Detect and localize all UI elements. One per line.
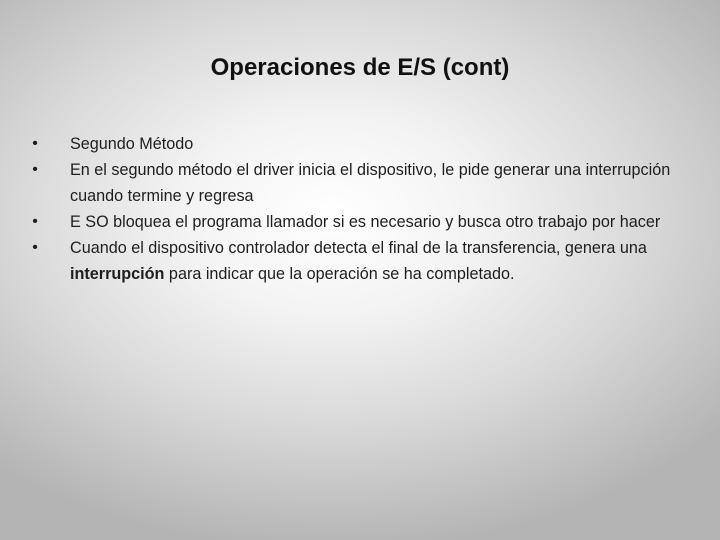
bullet-item <box>28 131 678 157</box>
bullet-text: E SO bloquea el programa llamador si es necesario y busca otro trabajo por hacer <box>70 213 661 231</box>
bullet-item <box>28 209 678 235</box>
bullet-dot-icon: • <box>32 213 38 230</box>
bullet-item <box>28 235 678 287</box>
bullet-dot-icon: • <box>32 239 38 256</box>
bullet-text: En el segundo método el driver inicia el dispositivo, le pide generar una interrupción cuando termine y regresa <box>70 161 671 205</box>
bullet-dot-icon: • <box>32 161 38 178</box>
bullet-item <box>28 157 678 209</box>
bullet-text-bold: interrupción <box>70 265 165 283</box>
slide-title: Operaciones de E/S (cont) <box>210 54 510 81</box>
bullet-text: Segundo Método <box>70 135 194 153</box>
bullet-dot-icon: • <box>32 135 38 152</box>
bullet-text-before: Cuando el dispositivo controlador detecta el final de la transferencia, genera una <box>70 239 647 257</box>
bullet-text-after: para indicar que la operación se ha completado. <box>164 265 515 283</box>
bullet-list <box>28 131 678 287</box>
